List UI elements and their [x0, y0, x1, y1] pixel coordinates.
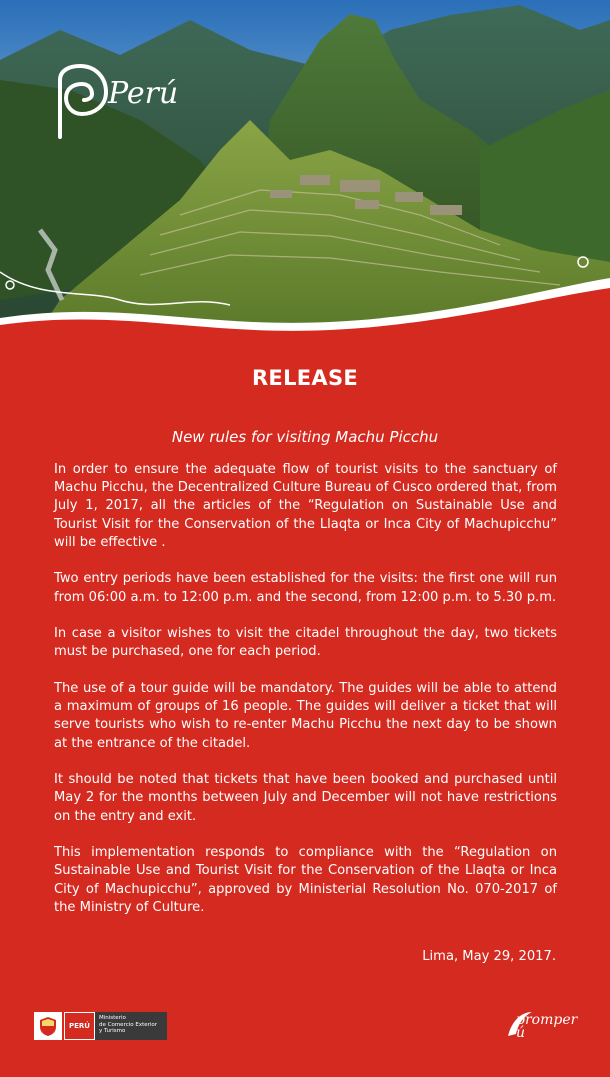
peru-label: PERÚ — [64, 1012, 95, 1040]
landscape-illustration — [0, 0, 610, 340]
peru-logo-text: Perú — [108, 76, 179, 111]
release-subtitle: New rules for visiting Machu Picchu — [171, 428, 439, 446]
ministry-logo — [34, 1012, 167, 1040]
paragraph-full-day-tickets: In case a visitor wishes to visit the citadel throughout the day, two tickets must be purchased, one for each period. — [54, 626, 557, 660]
ministry-line: Ministerio — [99, 1015, 126, 1021]
hero-photo-machu-picchu — [0, 0, 610, 340]
ministry-line: y Turismo — [99, 1028, 126, 1034]
release-date: Lima, May 29, 2017. — [422, 949, 556, 964]
paragraph-effective-date: In order to ensure the adequate flow of tourist visits to the sanctuary of Machu Picchu, the Decentralized Culture Bureau of Cusco ordered that, from July 1, 2017, all the articles of the “Regulation on Sustainable Use and Tourist Visit for the Conservation of the Llaqta or Inca City of Machupicchu” will be effective . — [54, 462, 557, 550]
paragraph-entry-periods: Two entry periods have been established for the visits: the first one will run from 06:00 a.m. to 12:00 p.m. and the second, from 12:00 p.m. to 5.30 p.m. — [54, 571, 557, 605]
paragraph-regulation: This implementation responds to compliance with the “Regulation on Sustainable Use and Tourist Visit for the Conservation of the Llaqta or Inca City of Machupicchu”, approved by Ministerial Resolution No. 070-2017 of the Ministry of Culture. — [54, 845, 557, 915]
promperu-logo — [502, 1006, 582, 1046]
release-body — [54, 461, 557, 917]
ministry-line: de Comercio Exterior — [99, 1021, 158, 1028]
paragraph-booked-tickets: It should be noted that tickets that have been booked and purchased until May 2 for the months between July and December will not have restrictions on the entry and exit. — [54, 772, 557, 824]
release-title: RELEASE — [251, 366, 359, 390]
peru-brand-logo — [52, 62, 192, 142]
coat-of-arms-icon — [34, 1012, 62, 1040]
paragraph-tour-guide: The use of a tour guide will be mandatory. The guides will be able to attend a maximum of groups of 16 people. The guides will deliver a ticket that will serve tourists who wish to re-enter Machu Picchu the next day to be shown at the entrance of the citadel. — [54, 681, 557, 751]
ministry-label — [95, 1012, 167, 1040]
promperu-logo-text: promperú — [516, 1012, 578, 1041]
